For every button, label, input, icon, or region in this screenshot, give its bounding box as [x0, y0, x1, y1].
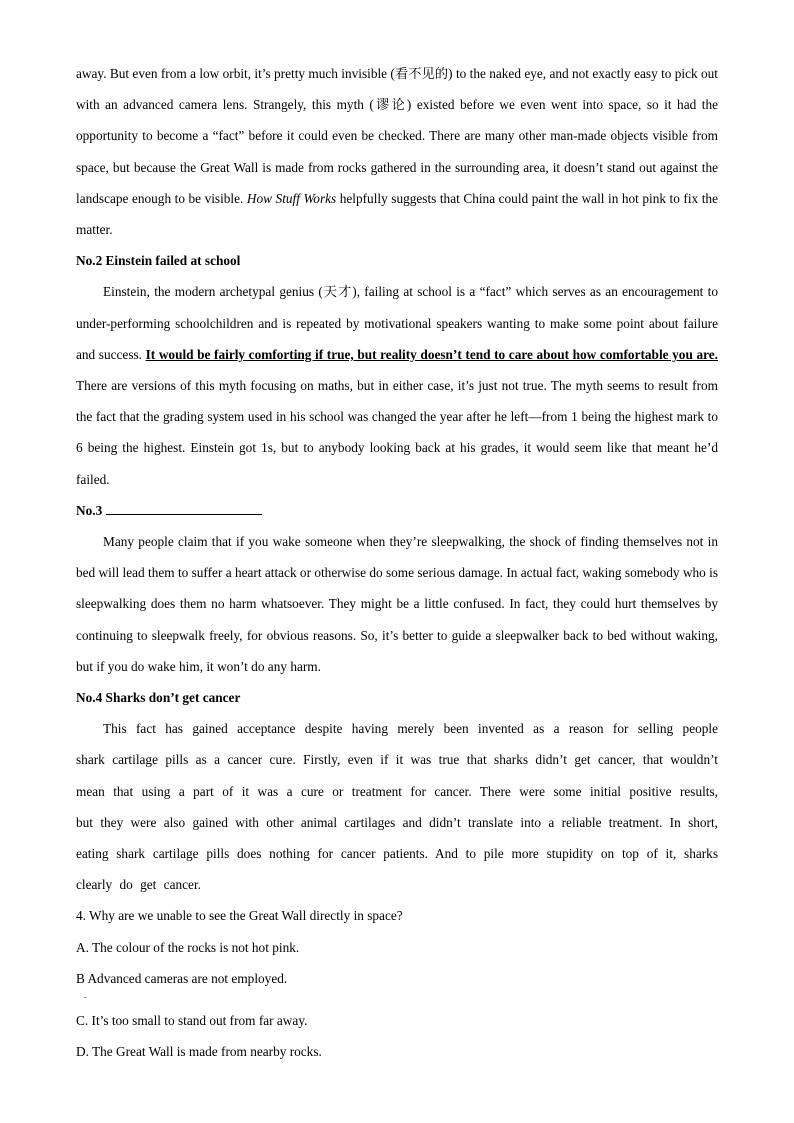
intro-text-1: away. But even from a low orbit, it’s pretty much invisible (看不见的) to the naked eye, and not exactly easy to pick out with an advanced camera lens. Strangely, this myth (谬论) existed before we even went into space, so it had the opportunity to become a “fact” before it could even be checked. There are many other man-made objects visible from space, but because the Great Wall is made from rocks gathered in the surrounding area, it doesn’t stand out against the landscape enough to be visible. — [76, 66, 718, 206]
document-page — [76, 58, 718, 1067]
intro-text-2: helpfully suggests that China could paint the wall in hot pink to fix the matter. — [76, 190, 718, 238]
title-blank — [106, 502, 262, 515]
stray-dot: . — [84, 989, 87, 1000]
section-heading-no4: No.4 Sharks don’t get cancer — [76, 690, 241, 706]
option-d: D. The Great Wall is made from nearby rocks. — [76, 1044, 322, 1060]
option-a: A. The colour of the rocks is not hot pink. — [76, 939, 300, 955]
einstein-text-2: There are versions of this myth focusing on maths, but in either case, it’s just not true. The myth seems to result from the fact that the grading system used in his school was changed the year after he left—from 1 being the highest mark to 6 being the highest. Einstein got 1s, but to anybody looking back at his grades, it would seem like that meant he’d failed. — [76, 378, 718, 487]
section-heading-no3 — [76, 495, 718, 526]
option-b: B Advanced cameras are not employed. — [76, 970, 288, 986]
emphasized-sentence: It would be fairly comforting if true, but reality doesn’t tend to care about how comfortable you are. — [145, 346, 718, 362]
question-stem: 4. Why are we unable to see the Great Wall directly in space? — [76, 908, 403, 924]
einstein-paragraph — [76, 276, 718, 494]
sleepwalking-paragraph: Many people claim that if you wake someone when they’re sleepwalking, the shock of finding themselves not in bed will lead them to suffer a heart attack or otherwise do some serious damage. In actual fact, waking somebody who is sleepwalking does them no harm whatsoever. They might be a little confused. In fact, they could hurt themselves by continuing to sleepwalk freely, for obvious reasons. So, it’s better to guide a sleepwalker back to bed without waking, but if you do wake him, it won’t do any harm. — [76, 534, 718, 674]
no3-label: No.3 — [76, 502, 103, 518]
sharks-paragraph: This fact has gained acceptance despite having merely been invented as a reason for selling people shark cartilage pills as a cancer cure. Firstly, even if it was true that sharks didn’t get cancer, that wouldn’t mean that using a part of it was a cure or treatment for cancer. There were some initial positive results, but they were also gained with other animal cartilages and didn’t translate into a reliable treatment. In short, eating shark cartilage pills does nothing for cancer patients. And to pile more stupidity on top of it, sharks clearly do get cancer. — [76, 721, 718, 893]
option-b-container — [76, 963, 718, 1005]
option-c: C. It’s too small to stand out from far away. — [76, 1012, 308, 1028]
source-title: How Stuff Works — [246, 190, 337, 206]
einstein-text-1: Einstein, the modern archetypal genius (天才), failing at school is a “fact” which serves as an encouragement to under-performing schoolchildren and is repeated by motivational speakers wanting to make some point about failure and success. — [76, 284, 718, 362]
section-heading-no2: No.2 Einstein failed at school — [76, 253, 241, 269]
intro-paragraph — [76, 58, 718, 245]
